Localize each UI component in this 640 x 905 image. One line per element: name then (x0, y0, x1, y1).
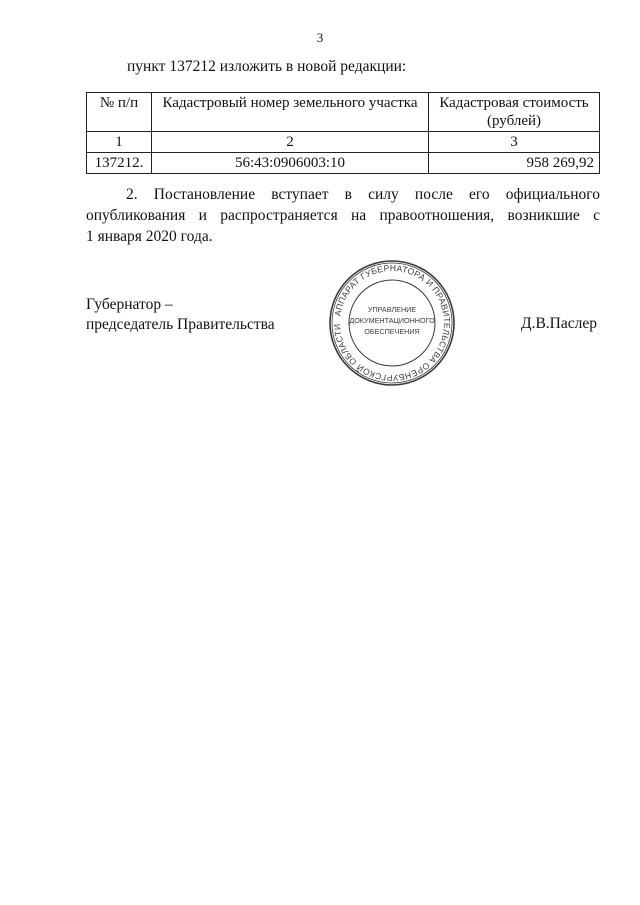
page-number: 3 (316, 30, 324, 45)
paragraph-line: 1 января 2020 года. (86, 228, 213, 245)
paragraph-line: 2. Постановление вступает в силу после его официального (126, 186, 600, 203)
signatory-name: Д.В.Паслер (521, 315, 597, 332)
stamp-inner-line: ОБЕСПЕЧЕНИЯ (364, 327, 420, 336)
table-row (87, 153, 600, 174)
stamp-seal-icon (327, 258, 457, 388)
signatory-title (86, 295, 275, 335)
resolution-paragraph (86, 184, 600, 247)
index-cell: 2 (152, 132, 429, 153)
table-header-row (87, 93, 600, 132)
table-index-row (87, 132, 600, 153)
signatory-title-line: Губернатор – (86, 296, 173, 313)
intro-text: пункт 137212 изложить в новой редакции: (127, 58, 407, 75)
stamp-inner-line: ДОКУМЕНТАЦИОННОГО (349, 316, 435, 325)
cadastral-table (86, 92, 600, 174)
official-stamp (327, 258, 457, 388)
paragraph-line: опубликования и распространяется на правоотношения, возникшие с (86, 207, 600, 224)
stamp-outer-text: АППАРАТ ГУБЕРНАТОРА И ПРАВИТЕЛЬСТВА ОРЕНБУРГСКОЙ ОБЛАСТИ (331, 262, 453, 384)
header-number: № п/п (87, 93, 152, 132)
signatory-title-line: председатель Правительства (86, 316, 275, 333)
index-cell: 1 (87, 132, 152, 153)
row-cadastral-number: 56:43:0906003:10 (152, 153, 429, 174)
row-number: 137212. (87, 153, 152, 174)
row-cadastral-value: 958 269,92 (429, 153, 600, 174)
header-cadastral-number: Кадастровый номер земельного участка (152, 93, 429, 132)
header-cadastral-value: Кадастровая стоимость (рублей) (429, 93, 600, 132)
stamp-inner-line: УПРАВЛЕНИЕ (367, 305, 417, 314)
index-cell: 3 (429, 132, 600, 153)
